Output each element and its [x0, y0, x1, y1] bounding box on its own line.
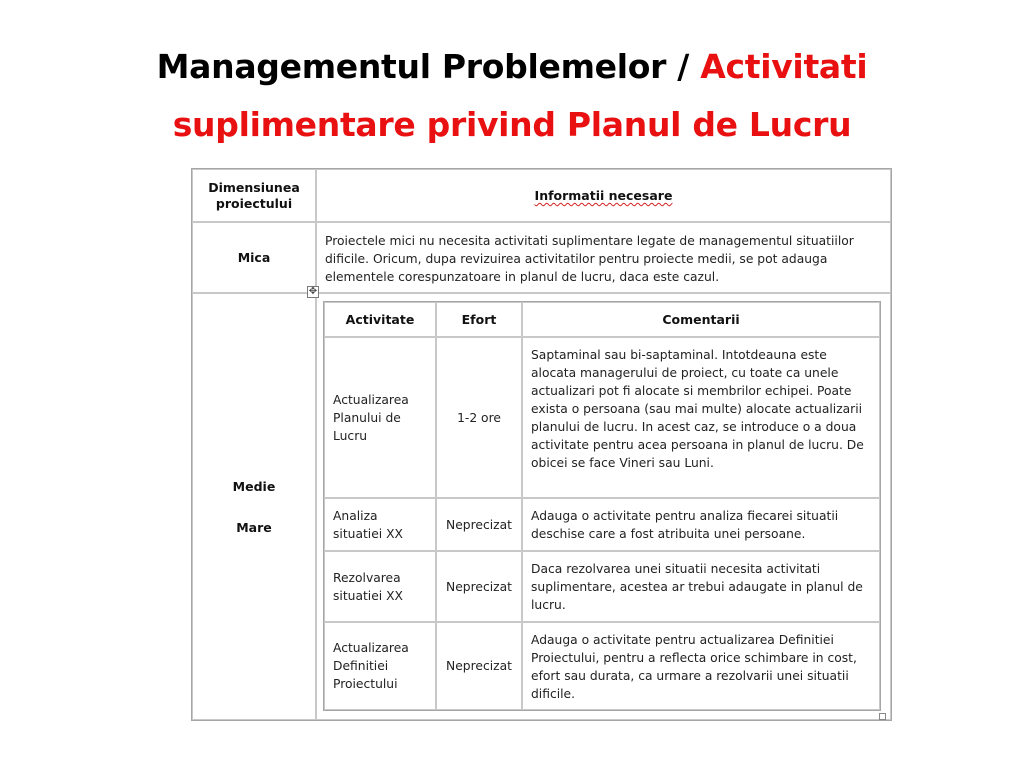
inner-header-activitate: Activitate [324, 302, 436, 337]
move-handle-icon[interactable]: ✥ [308, 286, 318, 297]
row-medie-mare-label [192, 293, 316, 720]
table-row-1-activitate [324, 337, 436, 498]
title-red-part-1: Activitati [700, 47, 868, 86]
table-row-2-activitate [324, 498, 436, 551]
title-black-part: Managementul Problemelor / [156, 47, 701, 86]
activitate-2-text: Analiza situatiei XX [333, 508, 403, 541]
activitate-1-text: Actualizarea Planului de Lucru [333, 392, 409, 443]
title-line-2: suplimentare privind Planul de Lucru [172, 105, 852, 144]
inner-header-comentarii: Comentarii [522, 302, 880, 337]
title-line-1 [40, 38, 984, 96]
header-dimensiunea: Dimensiunea proiectului [192, 169, 316, 222]
slide-title [40, 38, 984, 154]
inner-table [323, 301, 881, 711]
row-mica-text: Proiectele mici nu necesita activitati suplimentare legate de managementul situatiilor dificile. Oricum, dupa revizuirea activitatilor pentru proiecte medii, se pot adauga elementele corespunzatoare in planul de lucru, daca este cazul. [316, 222, 891, 293]
resize-handle-icon[interactable] [879, 713, 886, 720]
row-mica-label: Mica [192, 222, 316, 293]
table-row-1-comentarii: Saptaminal sau bi-saptaminal. Intotdeauna este alocata managerului de proiect, cu toate ca unele actualizari pot fi alocate si membrilor echipei. Poate exista o persoana (sau mai multe) alocate actualizarii planului de lucru. In acest caz, se introduce o a doua activitate pentru acea persoana in planul de lucru. De obicei se face Vineri sau Luni. [522, 337, 880, 498]
table-row-3-efort: Neprecizat [436, 551, 522, 622]
table-row-4-activitate [324, 622, 436, 710]
table-row-4-efort: Neprecizat [436, 622, 522, 710]
row-mare-label: Mare [236, 520, 272, 535]
activitate-3-text: Rezolvarea situatiei XX [333, 570, 403, 603]
header-informatii [316, 169, 891, 222]
table-row-2-efort: Neprecizat [436, 498, 522, 551]
table-row-3-comentarii: Daca rezolvarea unei situatii necesita activitati suplimentare, acestea ar trebui adaugate in planul de lucru. [522, 551, 880, 622]
activitate-4-text: Actualizarea Definitiei Proiectului [333, 641, 409, 691]
inner-header-efort: Efort [436, 302, 522, 337]
table-row-3-activitate [324, 551, 436, 622]
table-row-1-efort: 1-2 ore [436, 337, 522, 498]
header-informatii-text: Informatii necesare [534, 188, 673, 203]
row-medie-label: Medie [232, 479, 276, 494]
table-row-4-comentarii: Adauga o activitate pentru actualizarea Definitiei Proiectului, pentru a reflecta orice schimbare in cost, efort sau durata, ca urmare a rezolvarii unei situatii dificile. [522, 622, 880, 710]
table-row-2-comentarii: Adauga o activitate pentru analiza fiecarei situatii deschise care a fost atribuita unei persoane. [522, 498, 880, 551]
